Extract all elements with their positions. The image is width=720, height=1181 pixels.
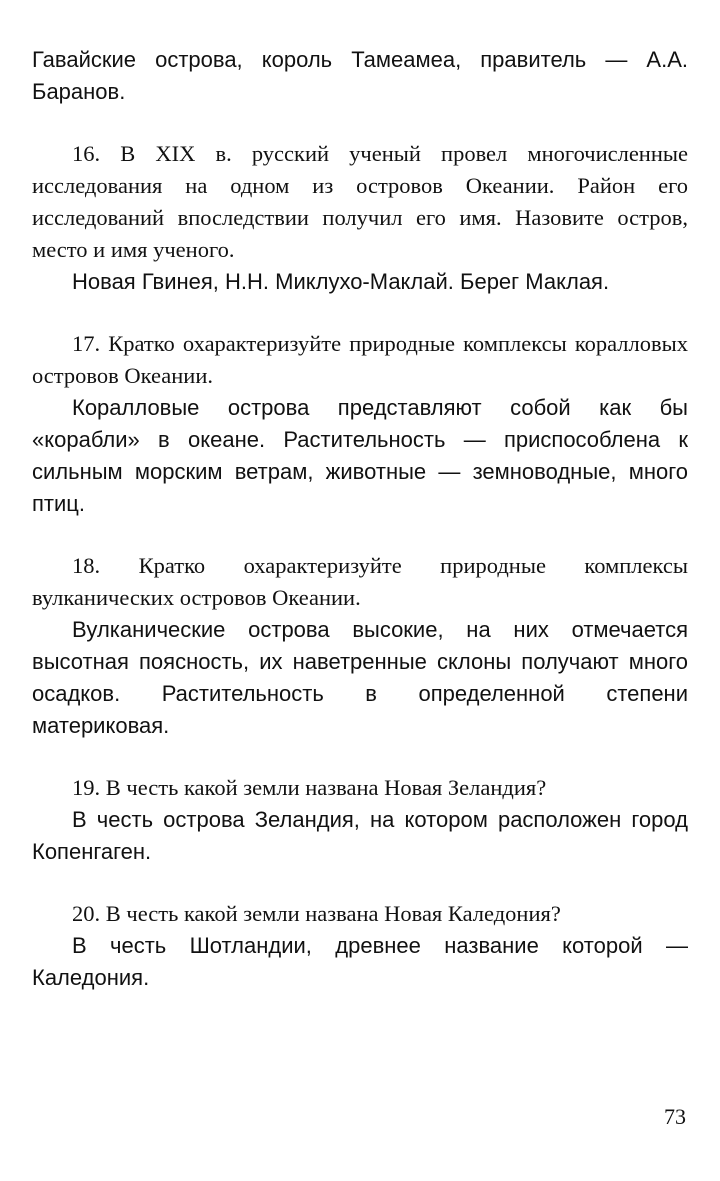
spacer bbox=[32, 742, 688, 772]
question-17: 17. Кратко охарактеризуйте природные комплексы коралловых островов Океании. bbox=[32, 331, 688, 388]
page-number: 73 bbox=[664, 1104, 686, 1129]
question-16: 16. В XIX в. русский ученый провел многочисленные исследования на одном из островов Океании. Район его исследований впоследствии получил его имя. Назовите остров, место и имя ученого. bbox=[32, 141, 688, 262]
spacer bbox=[32, 108, 688, 138]
answer-20: В честь Шотландии, древнее название которой — Каледония. bbox=[32, 933, 688, 990]
answer-17: Коралловые острова представляют собой как бы «корабли» в океане. Растительность — приспособлена к сильным морским ветрам, животные — земноводные, много птиц. bbox=[32, 395, 688, 516]
answer-18: Вулканические острова высокие, на них отмечается высотная поясность, их наветренные склоны получают много осадков. Растительность в определенной степени материковая. bbox=[32, 617, 688, 738]
question-20: 20. В честь какой земли названа Новая Каледония? bbox=[72, 901, 561, 926]
spacer bbox=[32, 298, 688, 328]
intro-answer: Гавайские острова, король Тамеамеа, правитель — А.А. Баранов. bbox=[32, 47, 688, 104]
answer-16: Новая Гвинея, Н.Н. Миклухо-Маклай. Берег Маклая. bbox=[72, 269, 610, 294]
question-18: 18. Кратко охарактеризуйте природные комплексы вулканических островов Океании. bbox=[32, 553, 688, 610]
question-19: 19. В честь какой земли названа Новая Зеландия? bbox=[72, 775, 547, 800]
page-content bbox=[32, 44, 688, 994]
spacer bbox=[32, 520, 688, 550]
answer-19: В честь острова Зеландия, на котором расположен город Копенгаген. bbox=[32, 807, 688, 864]
spacer bbox=[32, 868, 688, 898]
